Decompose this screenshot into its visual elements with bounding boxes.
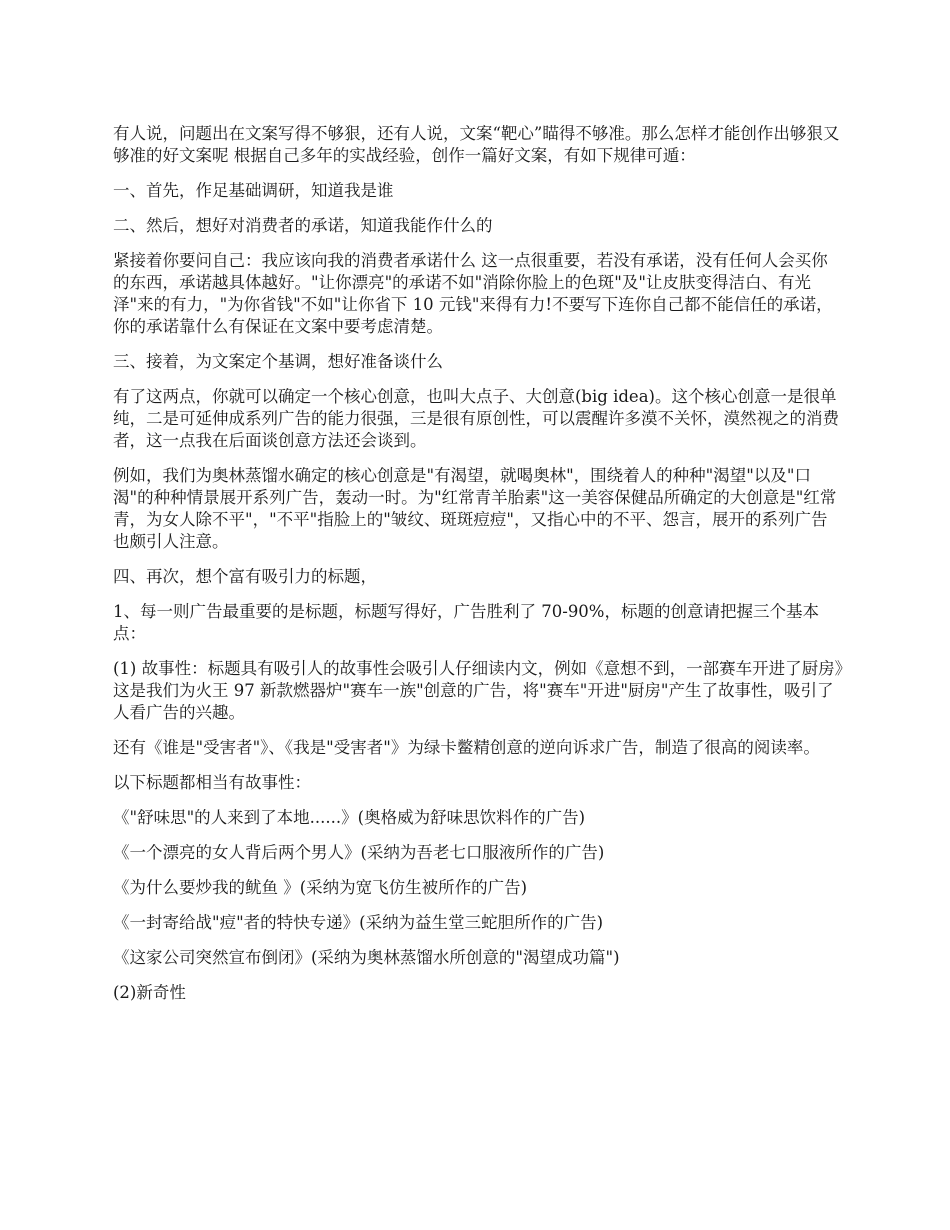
heading-step-2: 二、然后，想好对消费者的承诺，知道我能作什么的 xyxy=(113,216,493,235)
paragraph-headline-importance: 1、每一则广告最重要的是标题，标题写得好，广告胜利了 70-90%，标题的创意请把握三个基本点： xyxy=(113,602,819,643)
paragraph-victim-example: 还有《谁是"受害者"》、《我是"受害者"》为绿卡鳖精创意的逆向诉求广告，制造了很高的阅读率。 xyxy=(113,738,820,757)
paragraph-story-list-intro: 以下标题都相当有故事性： xyxy=(113,773,311,792)
list-item-headline: 《"舒味思"的人来到了本地......》(奥格威为舒味思饮料作的广告) xyxy=(113,808,586,827)
heading-novelty: (2)新奇性 xyxy=(113,983,186,1002)
heading-step-4: 四、再次，想个富有吸引力的标题， xyxy=(113,567,377,586)
paragraph-promise: 紧接着你要问自己：我应该向我的消费者承诺什么 这一点很重要，若没有承诺，没有任何人会买你的东西，承诺越具体越好。"让你漂亮"的承诺不如"消除你脸上的色斑"及"让皮肤变得洁白、有光泽"来的有力，"为你省钱"不如"让你省下 10 元钱"来得有力!不要写下连你自己都不能信任的承诺，你的承诺靠什么有保证在文案中要考虑清楚。 xyxy=(113,251,833,336)
list-item-headline: 《这家公司突然宣布倒闭》(采纳为奥林蒸馏水所创意的"渴望成功篇") xyxy=(113,948,620,967)
paragraph-big-idea: 有了这两点，你就可以确定一个核心创意，也叫大点子、大创意(big idea)。这个核心创意一是很单纯，二是可延伸成系列广告的能力很强，三是很有原创性，可以震醒许多漠不关怀，漠然视之的消费者，这一点我在后面谈创意方法还会谈到。 xyxy=(113,387,839,450)
paragraph-example: 例如，我们为奥林蒸馏水确定的核心创意是"有渴望，就喝奥林"，围绕着人的种种"渴望"以及"口渴"的种种情景展开系列广告，轰动一时。为"红常青羊胎素"这一美容保健品所确定的大创意是"红常青，为女人除不平"，"不平"指脸上的"皱纹、斑斑痘痘"，又指心中的不平、怨言，展开的系列广告也颇引人注意。 xyxy=(113,466,837,551)
document-body xyxy=(113,123,843,1017)
list-item-headline: 《一封寄给战"痘"者的特快专递》(采纳为益生堂三蛇胆所作的广告) xyxy=(113,913,604,932)
list-item-headline: 《一个漂亮的女人背后两个男人》(采纳为吾老七口服液所作的广告) xyxy=(113,843,605,862)
heading-step-3: 三、接着，为文案定个基调，想好准备谈什么 xyxy=(113,352,443,371)
list-item-headline: 《为什么要炒我的鱿鱼 》(采纳为宽飞仿生被所作的广告) xyxy=(113,878,528,897)
heading-step-1: 一、首先，作足基础调研，知道我是谁 xyxy=(113,181,394,200)
paragraph-intro: 有人说，问题出在文案写得不够狠，还有人说，文案“靶心”瞄得不够准。那么怎样才能创作出够狠又够准的好文案呢 根据自己多年的实战经验，创作一篇好文案，有如下规律可遁： xyxy=(113,124,840,165)
paragraph-storytelling: (1) 故事性：标题具有吸引人的故事性会吸引人仔细读内文，例如《意想不到，一部赛车开进了厨房》这是我们为火王 97 新款燃器炉"赛车一族"创意的广告，将"赛车"开进"厨房"产生了故事性，吸引了人看广告的兴趣。 xyxy=(113,659,843,722)
